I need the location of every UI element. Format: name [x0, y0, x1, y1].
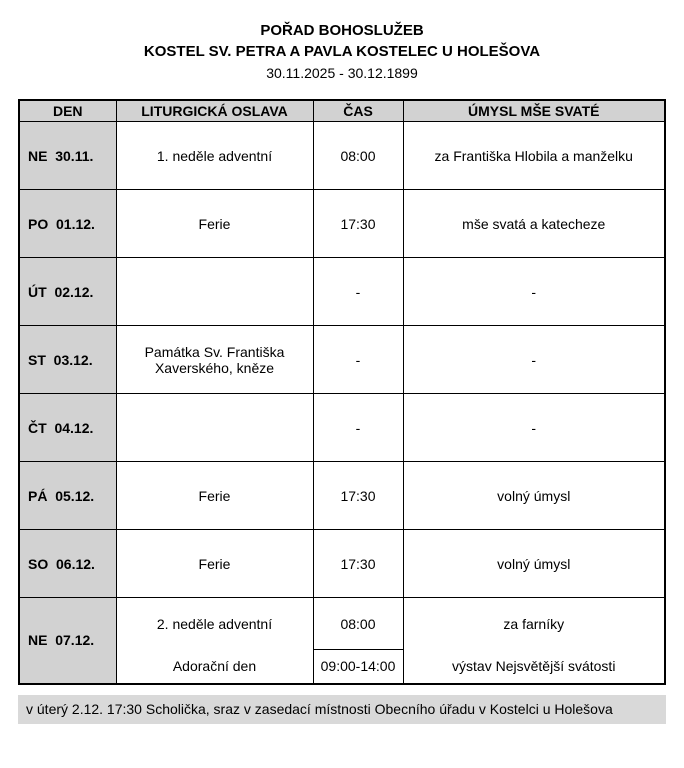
document-header	[18, 20, 666, 84]
day-cell: ČT 04.12.	[19, 394, 116, 462]
day-cell: PÁ 05.12.	[19, 462, 116, 530]
day-cell: ST 03.12.	[19, 326, 116, 394]
time-cell: 17:30	[313, 462, 403, 530]
table-row	[19, 122, 665, 190]
col-header-den: DEN	[19, 100, 116, 122]
celebration-cell: Adorační den	[116, 650, 313, 684]
table-row	[19, 394, 665, 462]
intention-cell: za Františka Hlobila a manželku	[403, 122, 665, 190]
date-range: 30.11.2025 - 30.12.1899	[266, 65, 418, 81]
table-row	[19, 598, 665, 650]
day-cell: PO 01.12.	[19, 190, 116, 258]
page-title: POŘAD BOHOSLUŽEB	[260, 22, 424, 39]
table-row	[19, 190, 665, 258]
table-row	[19, 258, 665, 326]
celebration-cell	[116, 394, 313, 462]
table-row-sub	[19, 650, 665, 684]
header-row	[19, 100, 665, 122]
table-body	[19, 122, 665, 684]
table-header	[19, 100, 665, 122]
day-cell: SO 06.12.	[19, 530, 116, 598]
day-cell: ÚT 02.12.	[19, 258, 116, 326]
page-subtitle: KOSTEL SV. PETRA A PAVLA KOSTELEC U HOLEŠOVA	[143, 43, 541, 60]
time-cell: -	[313, 326, 403, 394]
celebration-cell: Ferie	[116, 462, 313, 530]
intention-cell: mše svatá a katecheze	[403, 190, 665, 258]
celebration-cell: Památka Sv. Františka Xaverského, kněze	[116, 326, 313, 394]
time-cell: -	[313, 258, 403, 326]
day-cell: NE 30.11.	[19, 122, 116, 190]
col-header-umysl: ÚMYSL MŠE SVATÉ	[403, 100, 665, 122]
schedule-table	[18, 99, 666, 685]
col-header-liturgicka-oslava: LITURGICKÁ OSLAVA	[116, 100, 313, 122]
celebration-cell	[116, 258, 313, 326]
time-cell: 08:00	[313, 122, 403, 190]
table-row	[19, 326, 665, 394]
celebration-cell: Ferie	[116, 190, 313, 258]
intention-cell: volný úmysl	[403, 462, 665, 530]
time-cell: 17:30	[313, 530, 403, 598]
intention-cell: výstav Nejsvětější svátosti	[403, 650, 665, 684]
col-header-cas: ČAS	[313, 100, 403, 122]
intention-cell: -	[403, 258, 665, 326]
intention-cell: -	[403, 394, 665, 462]
table-row	[19, 462, 665, 530]
intention-cell: volný úmysl	[403, 530, 665, 598]
celebration-cell: Ferie	[116, 530, 313, 598]
time-cell: 17:30	[313, 190, 403, 258]
intention-cell: za farníky	[403, 598, 665, 650]
day-cell: NE 07.12.	[19, 598, 116, 684]
celebration-cell: 2. neděle adventní	[116, 598, 313, 650]
time-cell: -	[313, 394, 403, 462]
table-row	[19, 530, 665, 598]
celebration-cell: 1. neděle adventní	[116, 122, 313, 190]
footer-note: v úterý 2.12. 17:30 Scholička, sraz v zasedací místnosti Obecního úřadu v Kostelci u Holešova	[18, 695, 666, 724]
time-cell: 08:00	[313, 598, 403, 650]
time-cell: 09:00-14:00	[313, 650, 403, 684]
intention-cell: -	[403, 326, 665, 394]
